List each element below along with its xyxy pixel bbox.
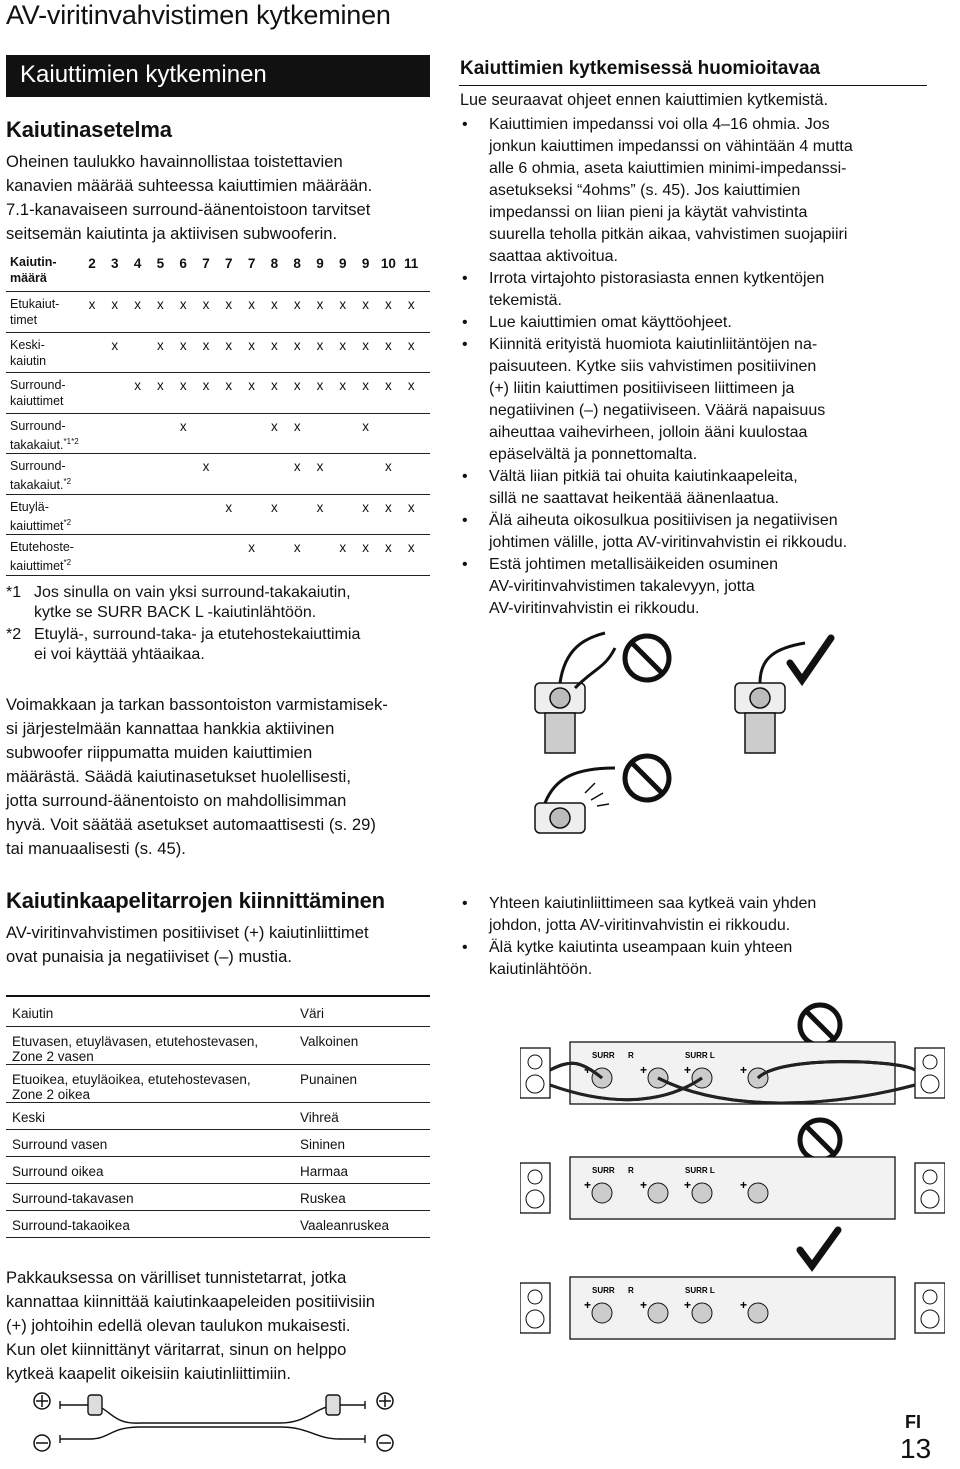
label-color: Vaaleanruskea: [300, 1218, 390, 1233]
speaker-count: 7: [225, 256, 233, 271]
table-cell: x: [407, 297, 415, 312]
cautions-intro: Lue seuraavat ohjeet ennen kaiuttimien kytkemistä.: [460, 91, 829, 109]
speaker-cone: [526, 1075, 544, 1093]
row-label: Etukaiut-: [10, 297, 60, 311]
layout-intro: [6, 150, 430, 246]
table-row: [6, 373, 430, 414]
speaker-count: 9: [361, 256, 370, 271]
speaker-cone: [921, 1075, 939, 1093]
label-color: Punainen: [300, 1072, 358, 1087]
text-line: AV-viritinvahvistimen positiiviset (+) kaiutinliittimet: [6, 923, 369, 942]
table-cell: x: [202, 378, 210, 393]
terminal-label: SURR: [592, 1051, 615, 1060]
text-line: si järjestelmään kannattaa hankkia aktiivinen: [6, 719, 335, 738]
table-cell: x: [293, 337, 301, 353]
table-row: [6, 414, 430, 455]
bullet-item: [460, 114, 930, 268]
speaker-name-line: Surround-takavasen: [12, 1191, 134, 1206]
speaker-cone: [921, 1310, 939, 1328]
row-label: kaiutin: [10, 353, 47, 368]
bullet-line: • Lue kaiuttimien omat käyttöohjeet.: [489, 314, 732, 331]
table-cell: x: [293, 297, 301, 312]
speaker-cone: [923, 1170, 937, 1184]
row-label: Keski-: [10, 337, 45, 352]
bullet-item: [460, 893, 930, 937]
cautions-list: [460, 114, 930, 620]
table-cell: x: [271, 418, 278, 434]
speaker-count: 9: [316, 256, 324, 271]
label-color: Harmaa: [300, 1164, 349, 1179]
terminal-icon: [535, 768, 615, 833]
text-line: hyvä. Voit säätää asetukset automaattisesti (s. 29): [6, 815, 376, 834]
bullet-line: sillä ne saattavat heikentää äänenlaatua.: [489, 490, 779, 507]
bullet-line: AV-viritinvahvistin ei rikkoudu.: [489, 600, 700, 617]
speaker-cone: [528, 1170, 542, 1184]
terminal-knob: [692, 1303, 712, 1323]
color-table-row: [6, 1027, 430, 1065]
bullet-line: AV-viritinvahvistimen takalevyyn, jotta: [489, 578, 755, 595]
table-header-label: määrä: [10, 271, 47, 285]
table-row: [6, 535, 430, 576]
speaker-count: 6: [179, 256, 187, 271]
table-cell: x: [339, 378, 347, 393]
prohibited-icon: [800, 1005, 840, 1045]
table-cell: x: [271, 337, 278, 353]
table-cell: x: [134, 378, 141, 393]
table-cell: x: [179, 337, 187, 353]
speaker-count: 5: [156, 256, 165, 271]
text-line: (+) johtoihin edellä olevan taulukon mukaisesti.: [6, 1316, 351, 1335]
table-cell: x: [362, 378, 369, 393]
table-row: [6, 454, 430, 495]
speaker-name-line: Etuoikea, etuyläoikea, etutehostevasen,: [12, 1072, 251, 1087]
speaker-panel-illustration: [520, 1000, 945, 1375]
table-cell: x: [362, 418, 369, 434]
text-line: 7.1-kanavaiseen surround-äänentoistoon tarvitset: [6, 200, 371, 219]
terminal-icon: [535, 633, 615, 753]
footnote-marker: *1: [6, 584, 22, 601]
row-label: kaiuttimet$^{*2}$: [10, 558, 72, 574]
terminal-icon: [735, 643, 805, 753]
text-line: kanavien määrää suhteessa kaiuttimien määrään.: [6, 176, 373, 195]
bullet-item: [460, 466, 930, 510]
table-cell: x: [407, 540, 415, 555]
speaker-name: [12, 1218, 130, 1233]
terminal-knob: [748, 1303, 768, 1323]
bullet-line: negatiivinen (–) negatiiviseen. Väärä napaisuus: [489, 402, 826, 419]
table-cell: x: [202, 337, 210, 353]
heading-rule: [459, 85, 927, 86]
plus-sign: +: [640, 1063, 648, 1077]
label-color: Vihreä: [300, 1110, 339, 1125]
row-label: timet: [10, 313, 38, 327]
column-header-color: Väri: [300, 1006, 325, 1021]
table-cell: x: [179, 418, 187, 434]
bullet-item: [460, 554, 930, 620]
speaker-cone: [526, 1190, 544, 1208]
table-cell: x: [407, 378, 415, 393]
text-line: Voimakkaan ja tarkan bassontoiston varmistamisek-: [6, 695, 388, 714]
bullet-line: • Kiinnitä erityistä huomiota kaiutinliitäntöjen na-: [489, 336, 818, 353]
table-cell: x: [362, 337, 369, 353]
footer-page-number: 13: [900, 1433, 932, 1464]
table-cell: x: [225, 337, 233, 353]
footnote-line: ei voi käyttää yhtäaikaa.: [34, 646, 205, 663]
bullet-line: kaiutinlähtöön.: [489, 961, 593, 978]
speaker-cone: [923, 1290, 937, 1304]
terminal-knob: [648, 1303, 668, 1323]
table-cell: x: [316, 337, 324, 353]
table-cell: x: [248, 337, 255, 353]
receiver-panel: [570, 1157, 895, 1219]
speaker-cone: [526, 1310, 544, 1328]
table-cell: x: [293, 459, 301, 474]
bullet-item: [460, 312, 930, 334]
terminal-knob: [748, 1183, 768, 1203]
table-header-row: [6, 248, 430, 292]
labels-intro: [6, 921, 430, 969]
bullet-item: [460, 937, 930, 981]
terminal-wiring-illustration: [505, 628, 840, 848]
table-cell: x: [362, 499, 369, 515]
plus-sign: +: [740, 1298, 748, 1312]
color-table: [6, 995, 430, 1233]
bullet-item: [460, 334, 930, 466]
terminal-knob: [592, 1303, 612, 1323]
table-row: [6, 292, 430, 333]
speaker-count: 3: [111, 256, 119, 271]
table-cell: x: [157, 337, 164, 353]
table-row: [6, 495, 430, 536]
color-table-row: [6, 1211, 430, 1238]
bullet-line: johtimen välille, jotta AV-viritinvahvistin ei rikkoudu.: [489, 534, 848, 551]
table-cell: x: [225, 378, 233, 393]
text-line: ovat punaisia ja negatiiviset (–) mustia.: [6, 947, 292, 966]
bullet-line: epäselvältä ja ponnettomalta.: [489, 446, 698, 463]
text-line: tai manuaalisesti (s. 45).: [6, 839, 186, 858]
text-line: Kun olet kiinnittänyt väritarrat, sinun on helppo: [6, 1340, 347, 1359]
minus-symbol: [34, 1435, 50, 1451]
table-cell: x: [385, 297, 392, 312]
bullet-line: asetukseksi “4ohms” (s. 45). Jos kaiuttimien: [489, 182, 801, 199]
footnote-marker: *1*2: [63, 436, 79, 446]
prohibited-icon: [800, 1120, 840, 1160]
checkmark-icon: [800, 1230, 838, 1266]
table-cell: x: [293, 540, 301, 555]
bullet-line: suurella teholla pitkän aikaa, vahvistimen suojapiiri: [489, 226, 848, 243]
terminal-label: R: [628, 1166, 634, 1175]
speaker-name: [12, 1164, 104, 1179]
row-label: Etutehoste-: [10, 540, 74, 554]
color-table-row: [6, 1103, 430, 1130]
plus-sign: +: [684, 1063, 692, 1077]
row-label: Surround-: [10, 459, 66, 473]
plus-sign: +: [740, 1063, 748, 1077]
speaker-name: [12, 1034, 258, 1064]
speaker-name: [12, 1072, 251, 1102]
plus-sign: +: [584, 1178, 592, 1192]
table-cell: x: [339, 540, 347, 555]
label-color: Sininen: [300, 1137, 346, 1152]
terminal-label: SURR: [592, 1286, 615, 1295]
bullet-line: • Älä aiheuta oikosulkua positiivisen ja negatiivisen: [489, 512, 838, 529]
cautions-heading: Kaiuttimien kytkemisessä huomioitavaa: [460, 58, 821, 79]
speaker-count: 10: [380, 256, 396, 271]
labels-heading: Kaiutinkaapelitarrojen kiinnittäminen: [6, 888, 385, 913]
plus-symbol: [34, 1393, 50, 1409]
speaker-cone: [528, 1290, 542, 1304]
bass-paragraph: [6, 693, 430, 861]
bullet-line: • Älä kytke kaiutinta useampaan kuin yhteen: [489, 939, 793, 956]
text-line: subwoofer riippumatta muiden kaiuttimien: [6, 743, 313, 762]
table-cell: x: [248, 378, 255, 393]
table-cell: x: [271, 297, 278, 312]
color-table-row: [6, 1184, 430, 1211]
color-table-row: [6, 1065, 430, 1103]
row-label: Surround-: [10, 378, 66, 392]
table-cell: x: [202, 297, 210, 312]
table-cell: x: [339, 337, 347, 353]
speaker-name-line: Zone 2 vasen: [12, 1049, 94, 1064]
bullet-line: (+) liitin kaiuttimen positiiviseen liittimeen ja: [489, 380, 795, 397]
bullet-line: saattaa aktivoitua.: [489, 248, 618, 265]
footnote-marker: *2: [6, 626, 22, 643]
bullet-line: johdon, jotta AV-viritinvahvistin ei rikkoudu.: [489, 917, 791, 934]
text-line: kannattaa kiinnittää kaiutinkaapeleiden positiivisiin: [6, 1292, 375, 1311]
row-label: kaiuttimet$^{*2}$: [10, 517, 72, 533]
table-cell: x: [407, 499, 415, 515]
layout-heading: Kaiutinasetelma: [6, 117, 172, 142]
bullet-line: jonkun kaiuttimen impedanssi on vähintään 4 mutta: [489, 138, 853, 155]
plus-sign: +: [584, 1298, 592, 1312]
speaker-name-line: Keski: [12, 1110, 46, 1125]
terminal-knob: [648, 1183, 668, 1203]
prohibited-icon: [625, 756, 669, 800]
speaker-cone: [528, 1055, 542, 1069]
speaker-name-line: Surround vasen: [12, 1137, 108, 1152]
table-cell: x: [316, 378, 324, 393]
bullet-line: impedanssi on liian pieni ja käytät vahvistinta: [489, 204, 808, 221]
table-header-label: Kaiutin-: [10, 255, 57, 269]
color-table-row: [6, 1157, 430, 1184]
plus-sign: +: [740, 1178, 748, 1192]
terminal-label: SURR: [592, 1166, 615, 1175]
terminal-label: SURR L: [685, 1051, 715, 1060]
terminal-label: SURR L: [685, 1286, 715, 1295]
footnote-line: kytke se SURR BACK L -kaiutinlähtöön.: [34, 604, 317, 621]
table-cell: x: [225, 297, 233, 312]
footnote-line: Jos sinulla on vain yksi surround-takakaiutin,: [34, 584, 351, 601]
receiver-panel: [570, 1277, 895, 1339]
text-line: jotta surround-äänentoisto on mahdollisimman: [6, 791, 347, 810]
speaker-count: 8: [293, 256, 301, 271]
speaker-count: 2: [88, 256, 96, 271]
text-line: määrästä. Säädä kaiutinasetukset huolellisesti,: [6, 767, 351, 786]
color-table-header: [6, 997, 430, 1027]
plus-sign: +: [684, 1298, 692, 1312]
table-cell: x: [88, 297, 96, 312]
receiver-panel: [570, 1042, 895, 1104]
prohibited-icon: [625, 636, 669, 680]
color-table-row: [6, 1130, 430, 1157]
speaker-name-line: Etuvasen, etuylävasen, etutehostevasen,: [12, 1034, 259, 1049]
speaker-name-line: Surround oikea: [12, 1164, 104, 1179]
plus-sign: +: [684, 1178, 692, 1192]
table-cell: x: [225, 499, 233, 515]
speaker-count: 11: [404, 256, 419, 271]
plus-sign: +: [584, 1063, 592, 1077]
table-cell: x: [134, 297, 141, 312]
bullet-line: • Yhteen kaiutinliittimeen saa kytkeä vain yhden: [489, 895, 817, 912]
speaker-table-notes: [6, 583, 430, 673]
bullet-line: alle 6 ohmia, aseta kaiuttimien minimi-impedanssi-: [489, 160, 847, 177]
minus-symbol: [377, 1435, 393, 1451]
speaker-count: 8: [270, 256, 279, 271]
table-cell: x: [385, 337, 392, 353]
plus-sign: +: [640, 1178, 648, 1192]
speaker-count: 9: [339, 256, 347, 271]
speaker-name-line: Surround-takaoikea: [12, 1218, 130, 1233]
speaker-cone: [921, 1190, 939, 1208]
speaker-name-line: Zone 2 oikea: [12, 1087, 91, 1102]
text-line: Pakkauksessa on värilliset tunnistetarrat, jotka: [6, 1268, 347, 1287]
table-cell: x: [293, 418, 301, 434]
speaker-cone: [923, 1055, 937, 1069]
table-cell: x: [111, 297, 119, 312]
row-label: takakaiut.$^{*2}$: [10, 477, 72, 493]
table-cell: x: [316, 499, 324, 515]
table-cell: x: [271, 378, 278, 393]
row-label: Surround-: [10, 418, 66, 433]
speaker-name: [12, 1137, 107, 1152]
footer-language: FI: [905, 1412, 921, 1432]
speaker-name: [12, 1110, 45, 1125]
footnote-line: Etuylä-, surround-taka- ja etutehostekaiuttimia: [34, 626, 361, 643]
table-cell: x: [248, 297, 255, 312]
label-color: Valkoinen: [300, 1034, 359, 1049]
bullet-line: paisuuteen. Kytke siis vahvistimen positiivinen: [489, 358, 817, 375]
plus-sign: +: [640, 1298, 648, 1312]
page-title: AV-viritinvahvistimen kytkeminen: [6, 0, 391, 30]
text-line: kytkeä kaapelit oikeisiin kaiutinliittimiin.: [6, 1364, 291, 1383]
bullet-line: • Estä johtimen metallisäikeiden osuminen: [489, 556, 779, 573]
labels-paragraph: [6, 1266, 430, 1386]
plus-symbol: [377, 1393, 393, 1409]
text-line: seitsemän kaiutinta ja aktiivisen subwooferin.: [6, 224, 338, 243]
table-cell: x: [385, 378, 392, 393]
row-label: takakaiut.$^{*1*2}$: [10, 436, 79, 452]
table-cell: x: [111, 337, 119, 353]
bullet-line: • Vältä liian pitkiä tai ohuita kaiutinkaapeleita,: [489, 468, 798, 485]
table-cell: x: [407, 337, 415, 353]
cable-label-illustration: [30, 1385, 400, 1465]
bullet-item: [460, 510, 930, 554]
bullet-line: • Irrota virtajohto pistorasiasta ennen kytkentöjen: [489, 270, 825, 287]
footnote: [6, 583, 430, 623]
terminal-knob: [692, 1183, 712, 1203]
table-cell: x: [385, 459, 392, 474]
label-color: Ruskea: [300, 1191, 346, 1206]
footnote-marker: *2: [63, 558, 72, 567]
row-label: kaiuttimet: [10, 394, 64, 408]
table-cell: x: [157, 297, 164, 312]
section-header: [6, 55, 430, 97]
table-cell: x: [362, 540, 369, 555]
table-cell: x: [157, 378, 164, 393]
table-cell: x: [339, 297, 347, 312]
table-cell: x: [271, 499, 278, 515]
speaker-count: 4: [133, 256, 142, 271]
bullet-line: tekemistä.: [489, 292, 562, 309]
bullet-item: [460, 268, 930, 312]
footnote-marker: *2: [63, 477, 72, 486]
table-cell: x: [316, 297, 324, 312]
footnote: [6, 625, 430, 665]
table-cell: x: [385, 540, 392, 555]
table-cell: x: [316, 459, 324, 474]
table-cell: x: [385, 499, 392, 515]
table-cell: x: [202, 459, 210, 474]
bullet-line: aiheuttaa vaihevirheen, jolloin ääni kuulostaa: [489, 424, 808, 441]
speaker-name: [12, 1191, 134, 1206]
table-cell: x: [362, 297, 369, 312]
table-cell: x: [248, 540, 255, 555]
footnote-marker: *2: [63, 517, 72, 527]
column-header-speaker: Kaiutin: [12, 1006, 54, 1021]
section-title: Kaiuttimien kytkeminen: [20, 61, 267, 88]
terminal-label: SURR L: [685, 1166, 715, 1175]
bullet-line: • Kaiuttimien impedanssi voi olla 4–16 ohmia. Jos: [489, 116, 830, 133]
row-label: Etuylä-: [10, 499, 49, 514]
terminal-label: R: [628, 1286, 634, 1295]
speaker-count: 7: [247, 256, 256, 271]
terminal-knob: [592, 1183, 612, 1203]
table-row: [6, 333, 430, 374]
text-line: Oheinen taulukko havainnollistaa toistettavien: [6, 152, 343, 171]
table-cell: x: [179, 378, 187, 393]
terminal-bullets: [460, 893, 930, 981]
speaker-cable-icon: [60, 1395, 365, 1443]
terminal-label: R: [628, 1051, 634, 1060]
table-cell: x: [179, 297, 187, 312]
table-cell: x: [293, 378, 301, 393]
speaker-count: 7: [202, 256, 210, 271]
